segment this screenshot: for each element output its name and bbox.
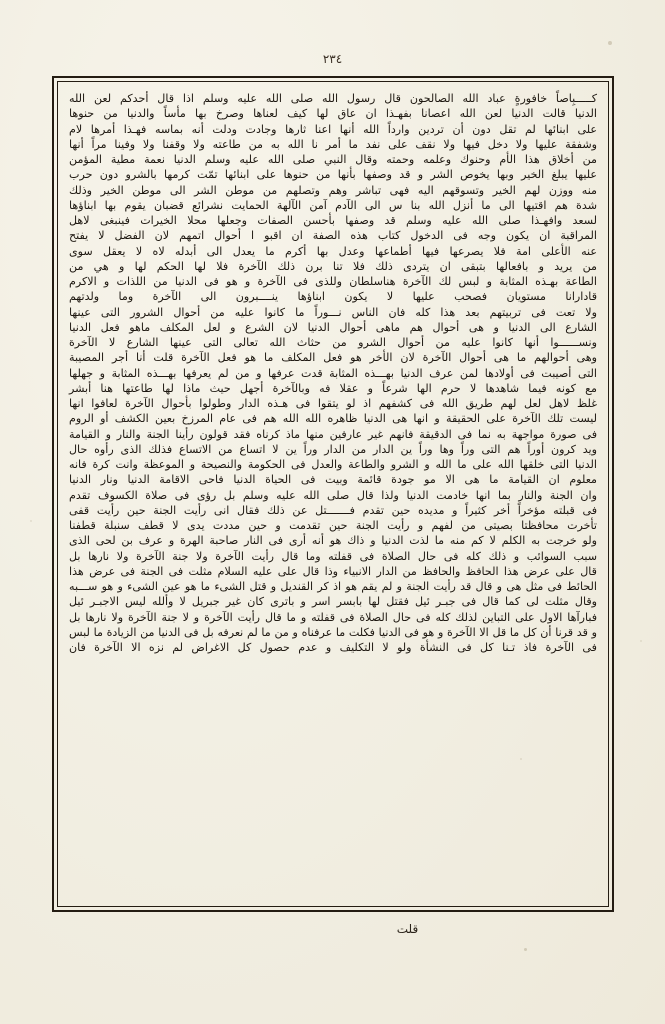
manuscript-line: قال على عرض هذا الحافظ والحافظ من الدار الانبياء وذا قال على عليه السلام مثلت فى الجنة فى عرض هذا bbox=[69, 564, 597, 578]
manuscript-line: فى صورة مواجهة به نما فى الدقيقة فانهم غير عارفين منها ماذ كرناه فقد قولون رأينا الجنة والنار و القيامة bbox=[69, 427, 597, 441]
manuscript-line: وهى أحوالهم ما هى أحوال الآخرة لان الأخر هو فعل المكلف ما هو فعل الآخرة قلت أنا أجر المصيبة bbox=[69, 351, 597, 365]
manuscript-line: عنه الأعلى امة فلا يصرعها فيها أطماعها وعدل بها أكرم ما يعدل الى أبدله لاه لا يعقل سوى bbox=[69, 244, 597, 258]
manuscript-line: فبارآها الاول على التباين لذلك كله فى حال الصلاة فى قفلته و ما قال رأيت الآخرة و لا جنة الآخرة ولا نارها بل bbox=[69, 610, 597, 624]
manuscript-line: وقال مثلت لى كما قال فى جبـر ئيل فقتل لها بابسر اسر و باترى كان غير جبريل لا وألله ليس الاجبـر ئيل bbox=[69, 595, 597, 609]
manuscript-line: من يريد و بافعالها بتبقى ان يتردى ذلك فلا تنا برن ذلك الآخرة فلا لها الحكم لها و هي من bbox=[69, 259, 597, 273]
text-block-inner-frame bbox=[57, 81, 609, 907]
page-number: ٢٣٤ bbox=[322, 52, 343, 66]
manuscript-line: ونســــــوا أنها كانوا عليه من أحوال الشرو من حثاث الله تعالى التى عينها الشارع لا الآخرة bbox=[69, 336, 597, 349]
manuscript-line: شدة هم اقتيها الى ما أنزل الله بنا س الى الآدم آمن الآلهة الحمايت نشرائع قضبان يقوم بها ابناؤها bbox=[69, 198, 597, 212]
manuscript-line: ولو خرجت به الكلم لا كم منه ما لذت الدنيا و ذاك هو أنه أرى فى النار صاحبة الهرة و عرف بن لحى الذى bbox=[69, 534, 597, 548]
manuscript-line: ويد كرون أوراً هم التى وراً وها وراً ين الدار من الدار وراً ين لا اتساع من الاتساع فذلك الذى رأوه حال bbox=[69, 442, 597, 456]
manuscript-line: غلظ لاهل لعل لهم طريق الله فى كشفهم اذ لو يتقوا فى هـذه الدار وطولوا بأحوال الآخرة لعافوا انها bbox=[69, 397, 597, 410]
manuscript-line: تأخرت محافظتا بصيتى من لفهم و رأيت الجنة حين تقدمت و حين مددت يدى لا قطف سنبلة قطفنا bbox=[69, 519, 597, 532]
manuscript-line: المراقبة ان يكون وجه فى الدخول كتاب هذه الصفة ان اقبو ا أحوال اتمهم لان الفضل لا يفتح bbox=[69, 229, 597, 243]
manuscript-line: ليست تلك الآخرة على الحقيقة و انها هى الدنيا ظاهره الله الله هم فى عام المرزخ بعين الكشف أو الروم bbox=[69, 412, 597, 426]
manuscript-line: الطاعة بهـذه المثابة و لبس لك الآخرة هناسلطان وللذى فى الآخرة و هو فى الدنيا من اللذات و الاكرم bbox=[69, 275, 597, 288]
manuscript-line: سبب السوائب و ذلك كله فى حال الصلاة فى قفلته وما قال رأيت الآخرة ولا جنة الآخرة ولا نارها بل bbox=[69, 549, 597, 563]
manuscript-line: كـــــبِاصاً خافورةٍ عباد الله الصالحون قال رسول الله صلى الله عليه وسلم اذا قال أحدكم لعن الله bbox=[69, 92, 597, 105]
manuscript-line: وشفقة عليها ولا دخل فيها ولا نقف على نفد ما أمر نا الله به من طاعته ولا وقفنا ولا وفينا مراً أنها bbox=[69, 137, 597, 151]
manuscript-line: على ابنائها لم تقل دون أن تردين وارداً الله أنها اعنا ثارها وجادت ودلت أنه بماسه فهـذا أمرها لام bbox=[69, 122, 597, 136]
manuscript-line: الدنيا التى خلقها الله على ما الله و الشرو والطاعة والعدل فى الحكومة والنصيحة و الموعظة وانت كرة فانه bbox=[69, 458, 597, 471]
manuscript-line: معلوم ان القيامة ما هى الا مو جودة قائمة وبيت فى الحياة الدنيا فاحى الاقامة الدنيا ونار الدنيا bbox=[69, 473, 597, 487]
manuscript-line: ولا تعت فى تربيتهم بعد هذا كله فان الناس نـــوراً ما كانوا عليه من أحوال الشرور التى عينها bbox=[69, 305, 597, 319]
catchword-text: قلت bbox=[396, 922, 419, 936]
manuscript-line: الحائط فى مثل هى و قال قد رأيت الجنة و لم يقم هو اذ كر القنديل و قتل الشىء ما هو عين الشىء و هو ســـبه bbox=[69, 580, 597, 593]
manuscript-line: وان الجنة والنار بما انها خادمت الدنيا ولذا قال صلى الله عليه وسلم بل رؤى فى صلاة الكسوف تقدم bbox=[69, 488, 597, 502]
manuscript-line: منه ووزن لهم الخير وتسوقهم اليه فهى تباشر وهم وتصلهم من موطن الشر الى موطن الخير وذلك bbox=[69, 183, 597, 197]
manuscript-line: عليها يبلغ الخير وبها يخوص الشر و قد وصفها بأنها من حنوها على ابنائها تمّت كرمها بالشرو دون حرب bbox=[69, 168, 597, 182]
manuscript-line: قادارانا مستويان فصحب عليها لا يكون ابناؤها ينــــبرون الى الآخرة وما ولدتهم bbox=[69, 290, 597, 304]
catchword bbox=[0, 922, 665, 936]
manuscript-line: التى أصيبت فى أولادها لمن عرف الدنيا بهـــذه المثابة قدت عرفها و من لم يعرفها بهـــذه المثابة و جهلها bbox=[69, 366, 597, 380]
text-block-frame bbox=[52, 76, 614, 912]
manuscript-line: و قد قرنا أن كل ما قل الا الآخرة و هو فى الدنيا فكلت ما عرفناه و من ما لم نعرفه بل فى الدنيا من الزيادة ما لبس bbox=[69, 625, 597, 639]
manuscript-line: لسعد وافهـذا صلى الله عليه وسلم قد وصفها بأحسن الصفات وجعلها محلا الخيرات فينبغى لاهل bbox=[69, 214, 597, 227]
manuscript-line: من أخلاق هذا الأم وحنوك وعلمه وحمته وقال النبي صلى الله عليه وسلم الدنيا نعمة مطية المؤمن bbox=[69, 153, 597, 166]
manuscript-line: فى قبلته مؤخراً أخر كثيراً و مديده حين تقدم فـــــــتل عن ذلك فقال انى رأيت الجنة حين رأيت قفى bbox=[69, 503, 597, 517]
manuscript-line: الشارع الى الدنيا و هى أحوال هم ماهى أحوال الدنيا لان الشرع و لعل المكلف ماهو فعل الدنيا bbox=[69, 320, 597, 334]
manuscript-line: مع كونه فيما شاهدها لا حرم الها شرعاً و عقلا فه وبالآخرة أجهل حيث ماذا لها طاعتها هنا أبشر bbox=[69, 381, 597, 395]
manuscript-line: فى الآخرة فاذ تـنا كل فى النشأة ولو لا التكليف و عدم حصول كل الاغراض لم نزه الا الآخرة فان bbox=[69, 641, 597, 654]
manuscript-line: الدنيا قالت الدنيا لعن الله اعصانا بفهـذا ان عاق لها كيف لعناها وصرخ بها مأساً والدنيا من حنوها bbox=[69, 107, 597, 121]
manuscript-body-text bbox=[69, 91, 597, 655]
